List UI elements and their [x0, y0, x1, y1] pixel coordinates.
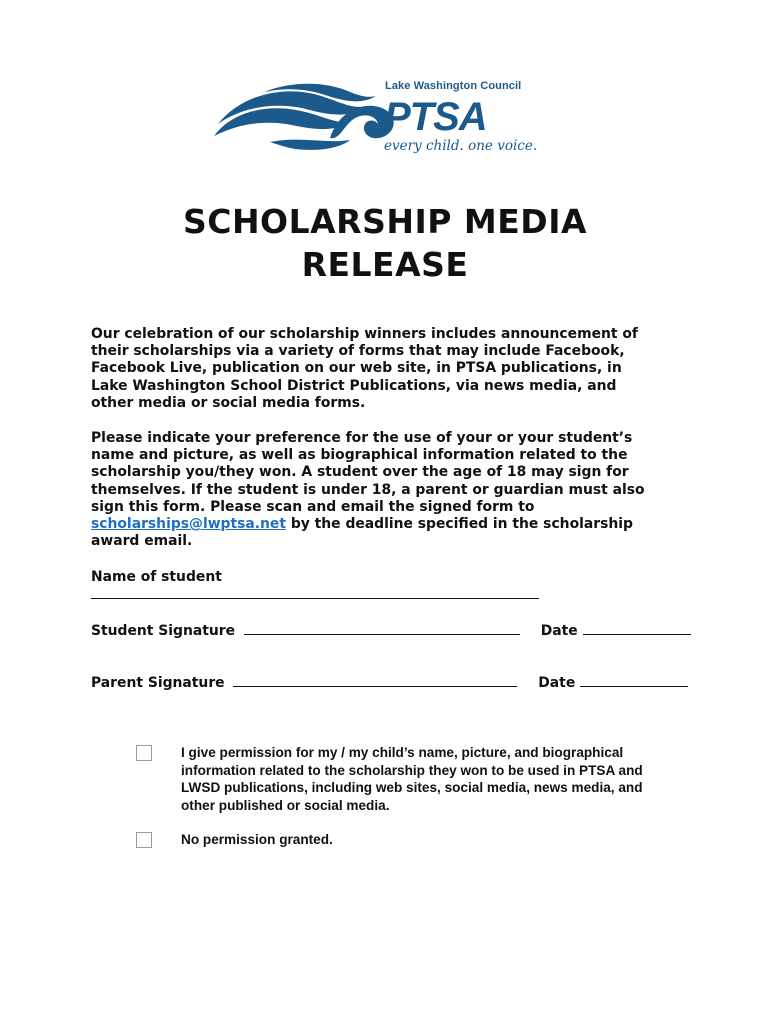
- student-name-label: Name of student: [91, 569, 222, 585]
- instructions-line: sign this form. Please scan and email the signed form to: [91, 498, 535, 515]
- parent-date-label: Date: [538, 675, 576, 691]
- permission-line: I give permission for my / my child’s name, picture, and biographical: [181, 745, 624, 760]
- student-signature-label: Student Signature: [91, 623, 236, 639]
- student-name-field: [91, 569, 539, 604]
- instructions-line: name and picture, as well as biographical information related to the: [91, 447, 628, 464]
- instructions-line: themselves. If the student is under 18, a parent or guardian must also: [91, 481, 645, 498]
- permission-line: other published or social media.: [181, 797, 390, 813]
- student-signature-field: [91, 622, 691, 640]
- parent-signature-field: [91, 674, 688, 692]
- council-name: Lake Washington Council: [385, 80, 522, 92]
- no-permission-text: No permission granted.: [181, 832, 333, 847]
- intro-line: Facebook Live, publication on our web site, in PTSA publications, in: [91, 360, 622, 377]
- instructions-email-line: [91, 516, 691, 533]
- permission-checkbox[interactable]: [136, 745, 152, 761]
- email-link[interactable]: scholarships@lwptsa.net: [91, 516, 286, 533]
- intro-line: Lake Washington School District Publications, via news media, and: [91, 377, 617, 394]
- title-line-2: RELEASE: [301, 245, 469, 284]
- parent-date-line[interactable]: [580, 674, 688, 687]
- intro-paragraph: [91, 326, 691, 412]
- intro-line: their scholarships via a variety of forms that may include Facebook,: [91, 343, 625, 360]
- ptsa-logo: [210, 78, 540, 160]
- permission-line: LWSD publications, including web sites, social media, news media, and: [181, 780, 643, 796]
- student-date-label: Date: [540, 623, 578, 639]
- intro-line: other media or social media forms.: [91, 394, 366, 411]
- parent-signature-label: Parent Signature: [91, 675, 225, 691]
- permission-line: information related to the scholarship they won to be used in PTSA and: [181, 762, 643, 778]
- logo-tagline: every child. one voice.: [384, 138, 538, 154]
- permission-text: [181, 744, 701, 814]
- instructions-paragraph: [91, 430, 691, 550]
- student-signature-line[interactable]: [244, 622, 520, 635]
- no-permission-checkbox[interactable]: [136, 832, 152, 848]
- parent-signature-line[interactable]: [233, 674, 517, 687]
- ptsa-wordmark: PTSA: [384, 95, 487, 139]
- title-line-1: SCHOLARSHIP MEDIA: [182, 202, 588, 241]
- page-title: [0, 200, 770, 286]
- instructions-line: scholarship you/they won. A student over the age of 18 may sign for: [91, 464, 629, 481]
- instructions-after-email: by the deadline specified in the scholarship: [285, 516, 633, 533]
- student-date-line[interactable]: [583, 622, 691, 635]
- instructions-line: award email.: [91, 533, 193, 550]
- instructions-line: Please indicate your preference for the use of your or your student’s: [91, 430, 633, 446]
- intro-line: Our celebration of our scholarship winners includes announcement of: [91, 326, 638, 342]
- student-name-line[interactable]: [91, 586, 539, 599]
